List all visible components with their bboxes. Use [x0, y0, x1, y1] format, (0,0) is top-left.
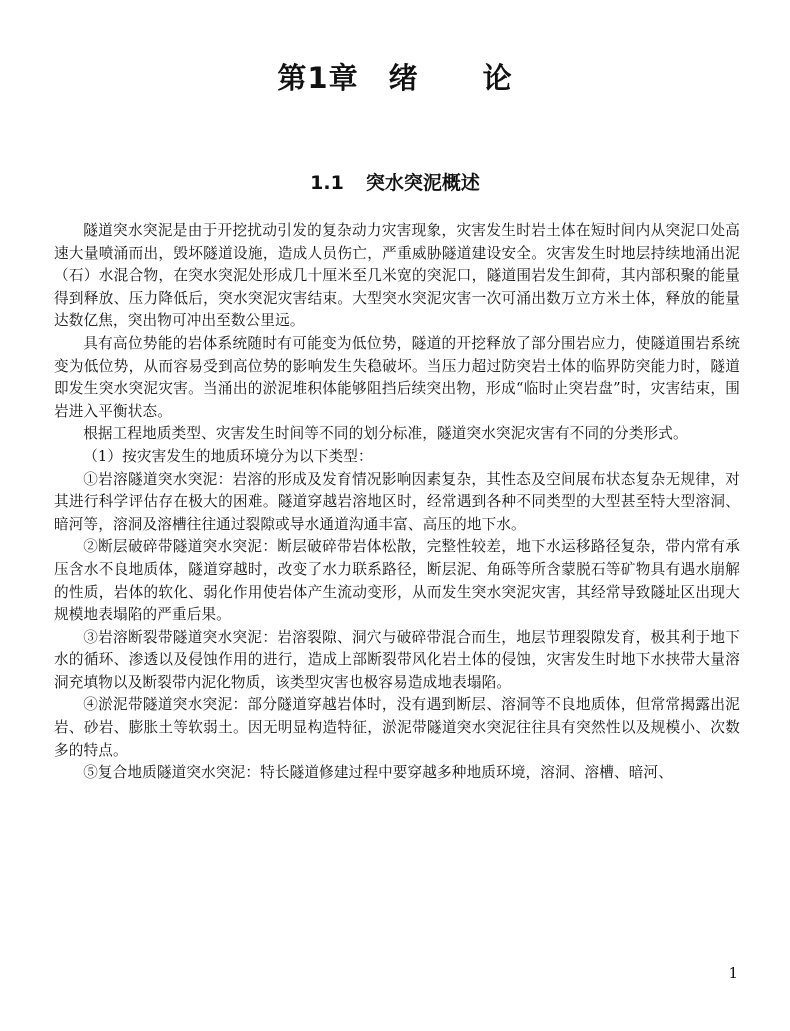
section-title: 突水突泥概述 — [365, 172, 480, 194]
section-heading — [0, 170, 790, 196]
chapter-title — [0, 58, 790, 98]
chapter-title-part1: 绪 — [388, 61, 419, 95]
paragraph: 隧道突水突泥是由于开挖扰动引发的复杂动力灾害现象，灾害发生时岩土体在短时间内从突泥口处高速大量喷涌而出，毁坏隧道设施，造成人员伤亡，严重威胁隧道建设安全。灾害发生时地层持续地涌出泥（石）水混合物，在突水突泥处形成几十厘米至几米宽的突泥口，隧道围岩发生卸荷，其内部积聚的能量得到释放、压力降低后，突水突泥灾害结束。大型突水突泥灾害一次可涌出数万立方米土体，释放的能量达数亿焦，突出物可冲出至数公里远。 — [54, 222, 740, 330]
chapter-number: 第1章 — [277, 61, 359, 95]
paragraph: ⑤复合地质隧道突水突泥：特长隧道修建过程中要穿越多种地质环境，溶洞、溶槽、暗河、 — [83, 764, 673, 782]
section-number: 1.1 — [310, 172, 344, 194]
paragraph: ②断层破碎带隧道突水突泥：断层破碎带岩体松散，完整性较差，地下水运移路径复杂，带内常有承压含水不良地质体，隧道穿越时，改变了水力联系路径，断层泥、角砾等所含蒙脱石等矿物具有遇水崩解的性质，岩体的软化、弱化作用使岩体产生流动变形，从而发生突水突泥灾害，其经常导致隧址区出现大规模地表塌陷的严重后果。 — [54, 538, 740, 624]
paragraph: ③岩溶断裂带隧道突水突泥：岩溶裂隙、洞穴与破碎带混合而生，地层节理裂隙发育，极其利于地下水的循环、渗透以及侵蚀作用的进行，造成上部断裂带风化岩土体的侵蚀，灾害发生时地下水挟带大量溶洞充填物以及断裂带内泥化物质，该类型灾害也极容易造成地表塌陷。 — [54, 628, 740, 691]
paragraph: ④淤泥带隧道突水突泥：部分隧道穿越岩体时，没有遇到断层、溶洞等不良地质体，但常常揭露出泥岩、砂岩、膨胀土等软弱土。因无明显构造特征，淤泥带隧道突水突泥往往具有突然性以及规模小、次数多的特点。 — [54, 696, 740, 759]
chapter-title-part2: 论 — [482, 61, 513, 95]
paragraph: ①岩溶隧道突水突泥：岩溶的形成及发育情况影响因素复杂，其性态及空间展布状态复杂无规律，对其进行科学评估存在极大的困难。隧道穿越岩溶地区时，经常遇到各种不同类型的大型甚至特大型溶洞、暗河等，溶洞及溶槽往往通过裂隙或导水通道沟通丰富、高压的地下水。 — [54, 470, 740, 533]
page-number: 1 — [728, 964, 738, 982]
paragraph: 具有高位势能的岩体系统随时有可能变为低位势，隧道的开挖释放了部分围岩应力，使隧道围岩系统变为低位势，从而容易受到高位势的影响发生失稳破坏。当压力超过防突岩土体的临界防突能力时，隧道即发生突水突泥灾害。当涌出的淤泥堆积体能够阻挡后续突出物，形成“临时止突岩盘”时，灾害结束，围岩进入平衡状态。 — [54, 334, 740, 420]
body-text — [54, 220, 740, 785]
paragraph: 根据工程地质类型、灾害发生时间等不同的划分标准，隧道突水突泥灾害有不同的分类形式。 — [83, 425, 688, 443]
paragraph: （1）按灾害发生的地质环境分为以下类型： — [83, 447, 373, 465]
